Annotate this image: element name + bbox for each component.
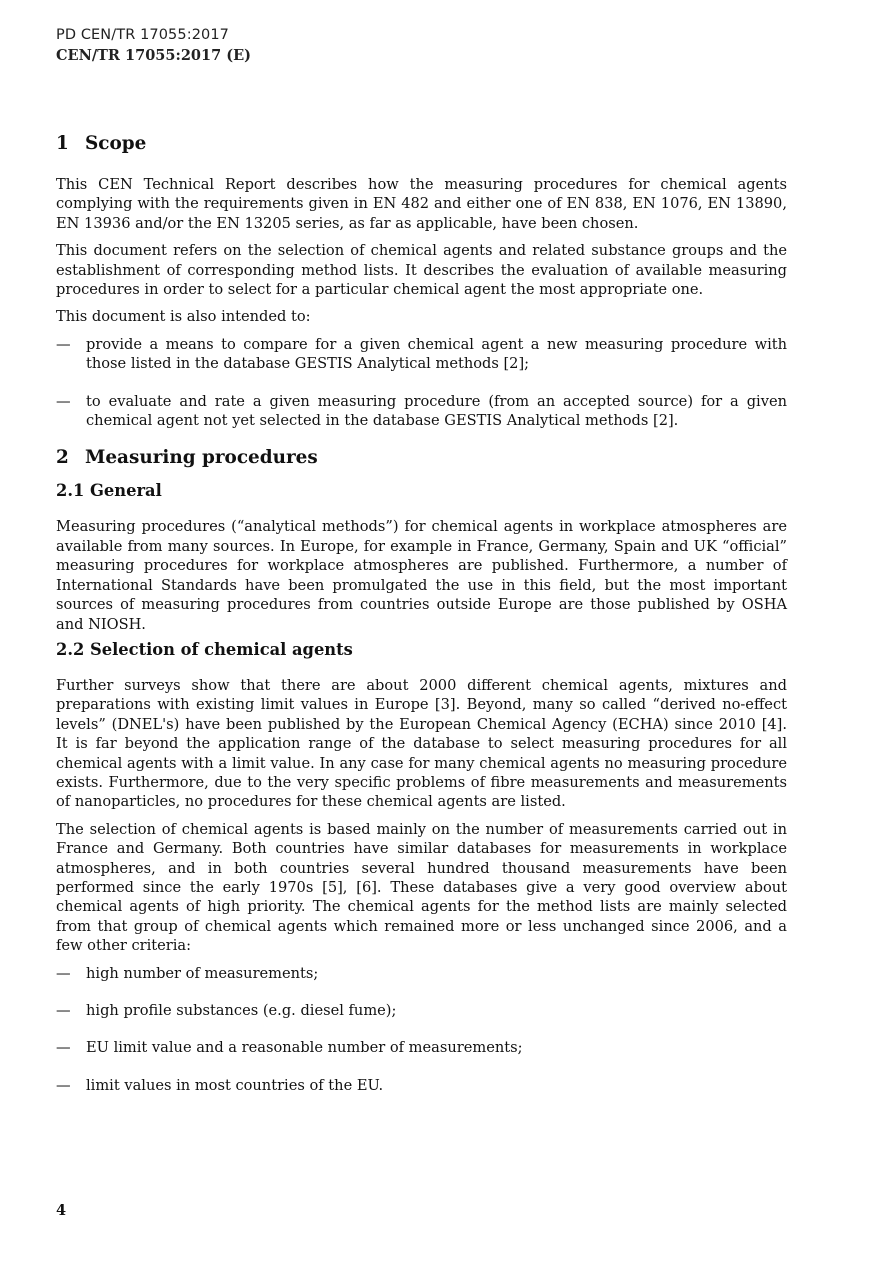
scope-paragraph-1: This CEN Technical Report describes how the measuring procedures for chemical agents complying with the requirements given in EN 482 and either one of EN 838, EN 1076, EN 13890, EN 13936 and/or the EN 13205 series, as far as applicable, have been chosen. (56, 176, 787, 232)
dash-marker: — (56, 1002, 71, 1019)
section-1-heading (56, 131, 787, 157)
selection-paragraph-2: The selection of chemical agents is based mainly on the number of measurements carried out in France and Germany. Both countries have similar databases for measurements in workplace atmospheres, and in both countries several hundred thousand measurements have been performed since the early 1970s [5], [6]. These databases give a very good overview about chemical agents of high priority. The chemical agents for the method lists are mainly selected from that group of chemical agents which remained more or less unchanged since 2006, and a few other criteria: (56, 820, 787, 955)
criteria-list-item-text: limit values in most countries of the EU. (86, 1076, 384, 1094)
criteria-list-item-text: EU limit value and a reasonable number of measurements; (86, 1039, 523, 1057)
criteria-list-item-text: high number of measurements; (86, 964, 319, 982)
section-2-title: Measuring procedures (85, 447, 318, 469)
scope-paragraph-3: This document is also intended to: (56, 308, 311, 326)
header-document-id: PD CEN/TR 17055:2017 (56, 27, 229, 43)
criteria-list-item-text: high profile substances (e.g. diesel fume); (86, 1002, 397, 1019)
dash-marker: — (56, 392, 71, 410)
scope-list-item (56, 392, 787, 431)
criteria-list-item (56, 1076, 787, 1095)
scope-paragraph-2: This document refers on the selection of chemical agents and related substance groups and the establishment of corresponding method lists. It describes the evaluation of available measuring procedures in order to select for a particular chemical agent the most appropriate one. (56, 242, 787, 299)
criteria-list-item (56, 964, 787, 983)
scope-list-item-text: to evaluate and rate a given measuring procedure (from an accepted source) for a given chemical agent not yet selected in the database GESTIS Analytical methods [2]. (86, 392, 787, 430)
page-number: 4 (56, 1202, 67, 1219)
criteria-list-item (56, 1001, 787, 1020)
scope-list-item-text: provide a means to compare for a given chemical agent a new measuring procedure with those listed in the database GESTIS Analytical methods [2]; (86, 335, 787, 373)
dash-marker: — (56, 1076, 71, 1094)
section-1-number: 1 (56, 133, 69, 154)
section-1-title: Scope (85, 133, 147, 154)
section-2-1-heading: 2.1 General (56, 481, 162, 501)
section-2-2-heading: 2.2 Selection of chemical agents (56, 639, 353, 659)
criteria-list-item (56, 1038, 787, 1057)
page-body (56, 131, 787, 1095)
header-document-id-english: CEN/TR 17055:2017 (E) (56, 47, 252, 64)
selection-paragraph-1: Further surveys show that there are about 2000 different chemical agents, mixtures and preparations with existing limit values in Europe [3]. Beyond, many so called “derived no-effect levels” (DNEL's) have been published by the European Chemical Agency (ECHA) since 2010 [4]. It is far beyond the application range of the database to select measuring procedures for all chemical agents with a limit value. In any case for many chemical agents no measuring procedure exists. Furthermore, due to the very specific problems of fibre measurements and measurements of nanoparticles, no procedures for these chemical agents are listed. (56, 676, 787, 811)
dash-marker: — (56, 1039, 71, 1057)
dash-marker: — (56, 964, 71, 982)
section-2-number: 2 (56, 447, 69, 469)
section-2-heading (56, 445, 787, 471)
general-paragraph: Measuring procedures (“analytical methods”) for chemical agents in workplace atmospheres are available from many sources. In Europe, for example in France, Germany, Spain and UK “official” measuring procedures for workplace atmospheres are published. Furthermore, a number of International Standards have been promulgated the use in this field, but the most important sources of measuring procedures from countries outside Europe are those published by OSHA and NIOSH. (56, 518, 787, 633)
scope-list-item (56, 335, 787, 374)
dash-marker: — (56, 335, 71, 353)
